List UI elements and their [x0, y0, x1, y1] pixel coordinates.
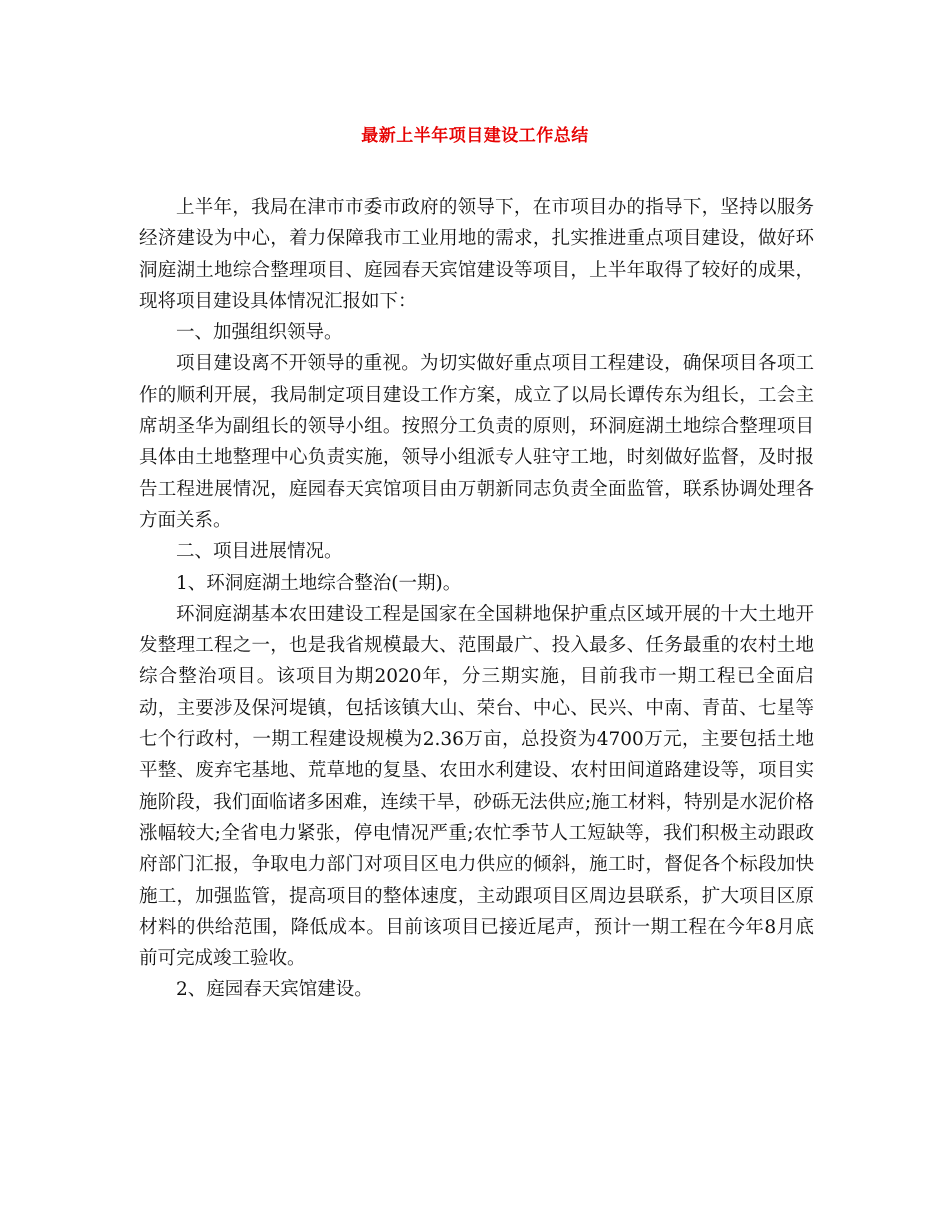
subsection-heading-hotel: 2、庭园春天宾馆建设。	[176, 979, 373, 1001]
subsection-heading-land-remediation: 1、环洞庭湖土地综合整治(一期)。	[176, 572, 462, 594]
organization-paragraph: 项目建设离不开领导的重视。为切实做好重点项目工程建设，确保项目各项工作的顺利开展，我局制定项目建设工作方案，成立了以局长谭传东为组长，工会主席胡圣华为副组长的领导小组。按照分工负责的原则，环洞庭湖土地综合整理项目具体由土地整理中心负责实施，领导小组派专人驻守工地，时刻做好监督，及时报告工程进展情况，庭园春天宾馆项目由万朝新同志负责全面监管，联系协调处理各方面关系。	[139, 353, 814, 531]
land-remediation-paragraph: 环洞庭湖基本农田建设工程是国家在全国耕地保护重点区域开展的十大土地开发整理工程之一，也是我省规模最大、范围最广、投入最多、任务最重的农村土地综合整治项目。该项目为期2020年，分三期实施，目前我市一期工程已全面启动，主要涉及保河堤镇，包括该镇大山、荣台、中心、民兴、中南、青苗、七星等七个行政村，一期工程建设规模为2.36万亩，总投资为4700万元，主要包括土地平整、废弃宅基地、荒草地的复垦、农田水利建设、农村田间道路建设等，项目实施阶段，我们面临诸多困难，连续干旱，砂砾无法供应;施工材料，特别是水泥价格涨幅较大;全省电力紧张，停电情况严重;农忙季节人工短缺等，我们积极主动跟政府部门汇报，争取电力部门对项目区电力供应的倾斜，施工时，督促各个标段加快施工，加强监管，提高项目的整体速度，主动跟项目区周边县联系，扩大项目区原材料的供给范围，降低成本。目前该项目已接近尾声，预计一期工程在今年8月底前可完成竣工验收。	[139, 603, 814, 970]
section-heading-organization: 一、加强组织领导。	[176, 322, 343, 344]
section-heading-progress: 二、项目进展情况。	[176, 541, 343, 563]
document-body	[139, 192, 814, 1006]
intro-paragraph: 上半年，我局在津市市委市政府的领导下，在市项目办的指导下，坚持以服务经济建设为中心，着力保障我市工业用地的需求，扎实推进重点项目建设，做好环洞庭湖土地综合整理项目、庭园春天宾馆建设等项目，上半年取得了较好的成果，现将项目建设具体情况汇报如下：	[139, 197, 814, 312]
document-title: 最新上半年项目建设工作总结	[361, 126, 589, 146]
